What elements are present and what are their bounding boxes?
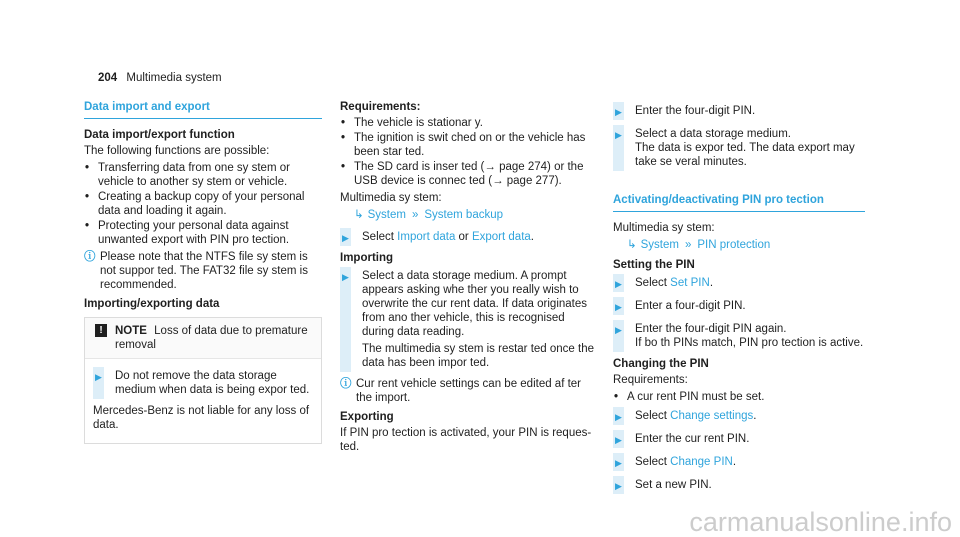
warning-text: Loss of data due to premature removal (115, 325, 308, 351)
exporting-heading: Exporting (340, 411, 394, 423)
set-new-pin-step: ▶ Set a new PIN. (613, 476, 865, 494)
column-3 (613, 100, 865, 499)
menu-path (340, 208, 595, 222)
bullet-icon: • (85, 191, 90, 203)
changing-pin-heading: Changing the PIN (613, 358, 709, 370)
step-arrow-icon: ▶ (342, 272, 349, 282)
requirements-heading: Requirements: (340, 101, 421, 113)
select-medium-step: ▶ Select a data storage medium. The data is expor ted. The data export may take se veral minutes. (613, 125, 865, 171)
change-requirements-list (613, 390, 865, 404)
enter-pin-again-step: ▶ Enter the four-digit PIN again. If bo th PINs match, PIN pro tection is active. (613, 320, 865, 352)
select-change-pin-step: ▶ Select Change PIN. (613, 453, 865, 471)
page-header (98, 71, 222, 85)
change-pin-link[interactable]: Change PIN (670, 456, 733, 468)
import-data-link[interactable]: Import data (397, 231, 456, 243)
step-arrow-icon: ▶ (615, 435, 622, 445)
path-system[interactable]: System (640, 239, 679, 251)
warning-header (85, 318, 321, 359)
step-arrow-icon: ▶ (615, 107, 622, 117)
note-ntfs: ⓘ Please note that the NTFS file sy stem is not suppor ted. The FAT32 file sy stem is recommended. (84, 251, 308, 291)
requirements-label: Requirements: (613, 374, 688, 386)
step-arrow-icon: ▶ (615, 325, 622, 335)
info-icon: ⓘ (84, 251, 96, 263)
bullet-icon: • (85, 162, 90, 174)
select-set-pin-step: ▶ Select Set PIN. (613, 274, 865, 292)
step-arrow-icon: ▶ (615, 481, 622, 491)
watermark: carmanualsonline.info (689, 507, 952, 537)
list-item: • Protecting your personal data against unwanted export with PIN pro tection. (85, 220, 290, 246)
menu-label: Multimedia sy stem: (340, 192, 442, 204)
section-title-pin-protection: Activating/deactivating PIN pro tection (613, 193, 865, 212)
bullet-icon: • (614, 391, 619, 403)
path-pin-protection[interactable]: PIN protection (697, 239, 771, 251)
warning-step: ▶ Do not remove the data storage medium when data is being expor ted. (93, 367, 313, 399)
path-separator-icon: » (411, 209, 419, 221)
step-arrow-icon: ▶ (615, 458, 622, 468)
setting-pin-heading: Setting the PIN (613, 259, 695, 271)
select-change-settings-step: ▶ Select Change settings. (613, 407, 865, 425)
step-arrow-icon: ▶ (615, 302, 622, 312)
importing-heading: Importing (340, 252, 394, 264)
bullet-icon: • (85, 220, 90, 232)
path-arrow-icon: ↳ (354, 209, 364, 221)
step-arrow-icon: ▶ (95, 372, 102, 382)
export-data-link[interactable]: Export data (471, 231, 531, 243)
warning-title: NOTE (115, 325, 147, 337)
change-settings-link[interactable]: Change settings (670, 410, 754, 422)
warning-box (84, 317, 322, 444)
path-system-backup[interactable]: System backup (424, 209, 504, 221)
bullet-icon: • (341, 117, 346, 129)
warning-icon: ! (95, 324, 107, 337)
liability-text: Mercedes-Benz is not liable for any loss of data. (93, 405, 310, 431)
set-pin-link[interactable]: Set PIN (670, 277, 710, 289)
column-2 (340, 100, 595, 457)
list-item: • Creating a backup copy of your personal data and loading it again. (85, 191, 305, 217)
list-item: • The ignition is swit ched on or the vehicle has been star ted. (341, 132, 586, 158)
enter-pin-step: ▶ Enter a four-digit PIN. (613, 297, 865, 315)
function-heading: Data import/export function (84, 129, 235, 141)
column-1 (84, 100, 322, 444)
intro-text: The following functions are possible: (84, 145, 270, 157)
header-section-title: Multimedia system (126, 72, 222, 84)
list-item: • The vehicle is stationar y. (341, 117, 483, 129)
page-number: 204 (98, 72, 118, 84)
list-item: • Transferring data from one sy stem or vehicle to another sy stem or vehicle. (85, 162, 290, 188)
path-arrow-icon: ↳ (627, 239, 637, 251)
exporting-text: If PIN pro tection is activated, your PIN is requested. (340, 427, 592, 453)
step-arrow-icon: ▶ (615, 412, 622, 422)
menu-path (613, 238, 865, 252)
menu-label: Multimedia sy stem: (613, 222, 715, 234)
step-arrow-icon: ▶ (342, 233, 349, 243)
importing-exporting-heading: Importing/exporting data (84, 298, 220, 310)
bullet-icon: • (341, 132, 346, 144)
section-title-data-import-export: Data import and export (84, 100, 322, 119)
bullet-icon: • (341, 161, 346, 173)
enter-current-pin-step: ▶ Enter the cur rent PIN. (613, 430, 865, 448)
step-arrow-icon: ▶ (615, 130, 622, 140)
enter-pin-step: ▶ Enter the four-digit PIN. (613, 102, 865, 120)
path-separator-icon: » (684, 239, 692, 251)
note-settings: ⓘ Cur rent vehicle settings can be edited af ter the import. (340, 378, 582, 404)
functions-list (84, 161, 322, 247)
info-icon: ⓘ (340, 378, 352, 390)
importing-step: ▶ Select a data storage medium. A prompt appears asking whe ther you really wish to overwrite the cur rent data. If data originates from ano ther vehicle, this is recognised during data reading. The multimedia sy stem is restar ted once the data has been impor ted. (340, 267, 595, 372)
requirements-list (340, 116, 595, 188)
select-import-export-step: ▶ Select Import data or Export data. (340, 228, 595, 246)
path-system[interactable]: System (367, 209, 406, 221)
warning-body (85, 359, 321, 443)
list-item: • A cur rent PIN must be set. (614, 391, 765, 403)
list-item: • The SD card is inser ted (→ page 274) or the USB device is connec ted (→ page 277). (341, 161, 584, 187)
step-arrow-icon: ▶ (615, 279, 622, 289)
